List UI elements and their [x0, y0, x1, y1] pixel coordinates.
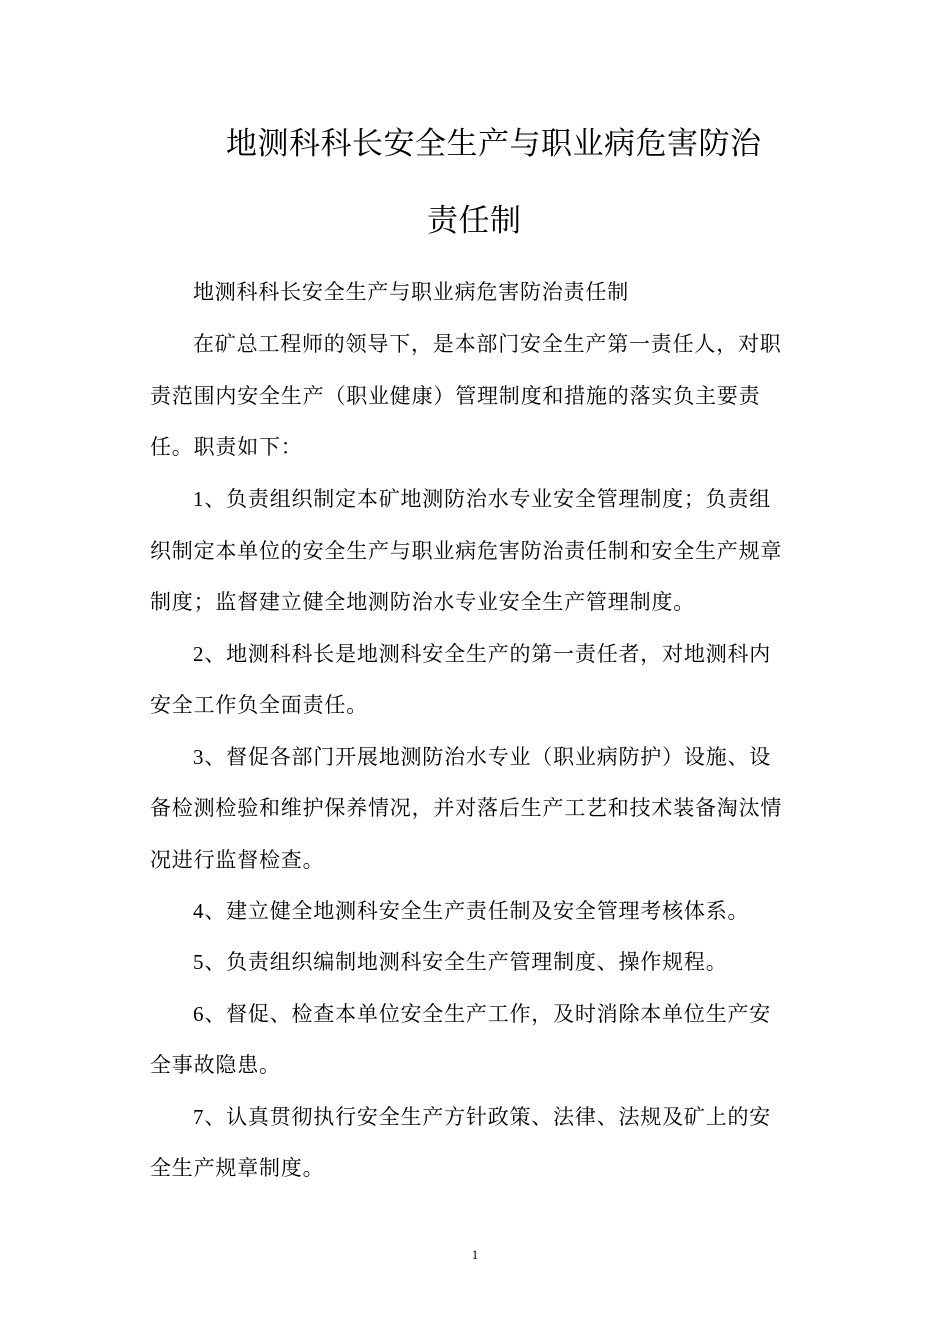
duty-item-7-line-1	[193, 1102, 771, 1132]
duty-item-6-line-2: 全事故隐患。	[150, 1053, 281, 1077]
intro-line-1: 在矿总工程师的领导下，是本部门安全生产第一责任人，对职	[193, 332, 782, 356]
duty-item-3-line-2: 备检测检验和维护保养情况，并对落后生产工艺和技术装备淘汰情	[150, 796, 783, 820]
duty-item-7-number: 7	[193, 1105, 205, 1129]
duty-item-2-text: 、地测科科长是地测科安全生产的第一责任者，对地测科内	[204, 642, 772, 666]
document-subtitle: 地测科科长安全生产与职业病危害防治责任制	[193, 280, 629, 304]
duty-item-1-line-1	[193, 484, 771, 514]
duty-item-6-text: 、督促、检查本单位安全生产工作，及时消除本单位生产安	[204, 1002, 772, 1026]
duty-item-4-number: 4	[193, 899, 205, 923]
document-title-line-2: 责任制	[427, 203, 522, 239]
duty-item-7-line-2: 全生产规章制度。	[150, 1156, 325, 1180]
duty-item-3-number: 3	[193, 745, 205, 769]
intro-line-3: 任。职责如下：	[150, 435, 303, 459]
duty-item-2-number: 2	[193, 642, 205, 666]
duty-item-2-line-1	[193, 639, 771, 669]
duty-item-5-number: 5	[193, 950, 205, 974]
duty-item-3-line-1	[193, 742, 771, 772]
duty-item-6-line-1	[193, 999, 771, 1029]
duty-item-2-line-2: 安全工作负全面责任。	[150, 693, 368, 717]
intro-line-2: 责范围内安全生产（职业健康）管理制度和措施的落实负主要责	[150, 384, 761, 408]
duty-item-7-text: 、认真贯彻执行安全生产方针政策、法律、法规及矿上的安	[204, 1105, 772, 1129]
page-number: 1	[471, 1247, 479, 1262]
duty-item-3-line-3: 况进行监督检查。	[150, 848, 325, 872]
duty-item-6-number: 6	[193, 1002, 205, 1026]
duty-item-1-line-2: 织制定本单位的安全生产与职业病危害防治责任制和安全生产规章	[150, 539, 783, 563]
duty-item-4-text: 、建立健全地测科安全生产责任制及安全管理考核体系。	[204, 899, 750, 923]
duty-item-1-number: 1	[193, 487, 205, 511]
duty-item-4-line-1	[193, 896, 749, 926]
duty-item-5-text: 、负责组织编制地测科安全生产管理制度、操作规程。	[204, 950, 728, 974]
document-title-line-1: 地测科科长安全生产与职业病危害防治	[226, 126, 762, 162]
duty-item-5-line-1	[193, 947, 728, 977]
duty-item-1-line-3: 制度；监督建立健全地测防治水专业安全生产管理制度。	[150, 590, 695, 614]
duty-item-1-text: 、负责组织制定本矿地测防治水专业安全管理制度；负责组	[204, 487, 772, 511]
duty-item-3-text: 、督促各部门开展地测防治水专业（职业病防护）设施、设	[204, 745, 772, 769]
